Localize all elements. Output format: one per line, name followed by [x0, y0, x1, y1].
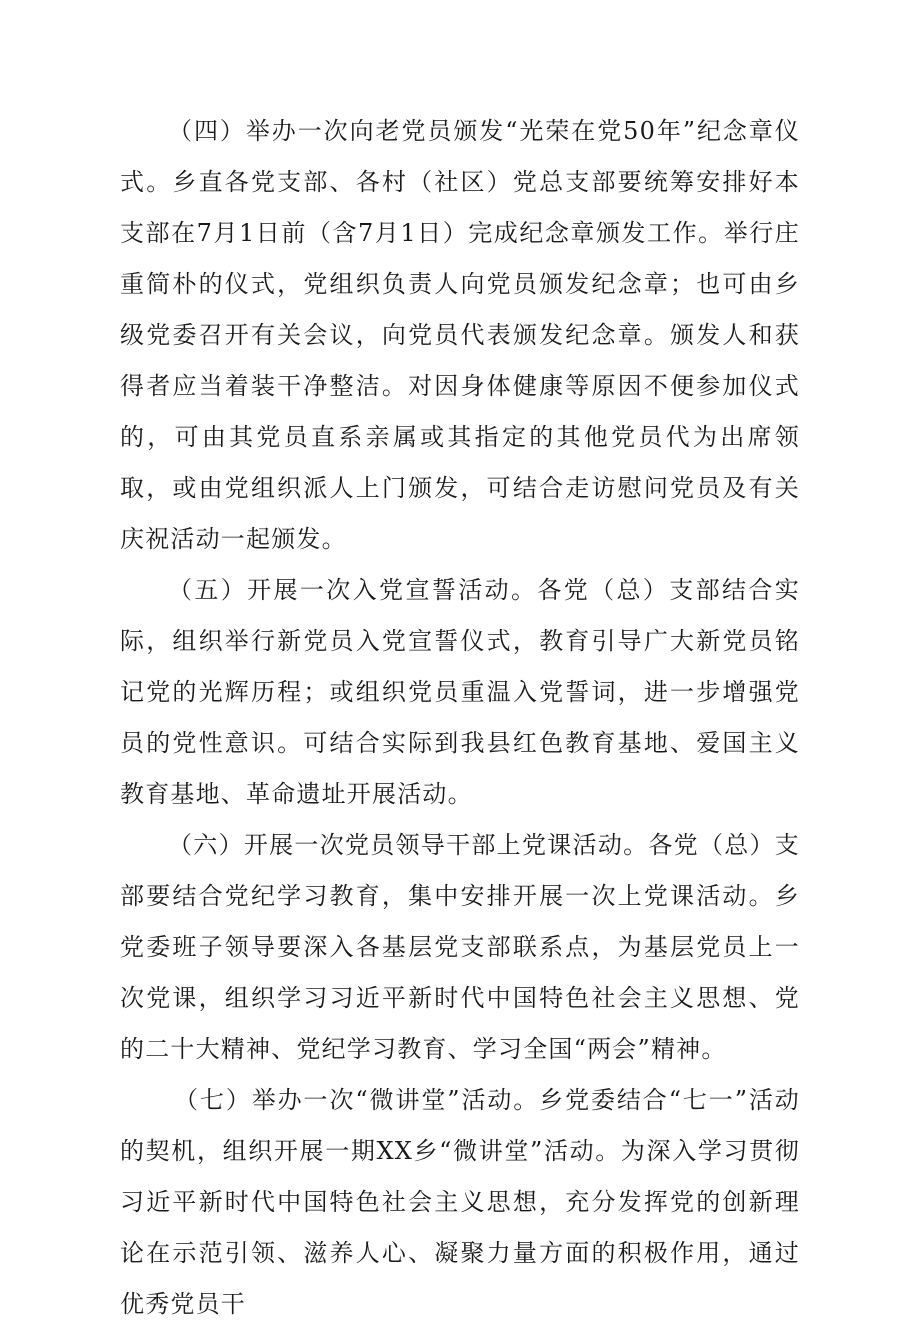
paragraph-section-7: （七）举办一次“微讲堂”活动。乡党委结合“七一”活动的契机，组织开展一期XX乡“微讲堂”活动。为深入学习贯彻习近平新时代中国特色社会主义思想，充分发挥党的创新理论在示范引领、滋养人心、凝聚力量方面的积极作用，通过优秀党员干: [120, 1086, 800, 1318]
paragraph-section-6: （六）开展一次党员领导干部上党课活动。各党（总）支部要结合党纪学习教育，集中安排开展一次上党课活动。乡党委班子领导要深入各基层党支部联系点，为基层党员上一次党课，组织学习习近平新时代中国特色社会主义思想、党的二十大精神、党纪学习教育、学习全国“两会”精神。: [120, 831, 800, 1063]
paragraph-section-5: （五）开展一次入党宣誓活动。各党（总）支部结合实际，组织举行新党员入党宣誓仪式，教育引导广大新党员铭记党的光辉历程；或组织党员重温入党誓词，进一步增强党员的党性意识。可结合实际到我县红色教育基地、爱国主义教育基地、革命遗址开展活动。: [120, 576, 800, 808]
paragraph-section-4: （四）举办一次向老党员颁发“光荣在党50年”纪念章仪式。乡直各党支部、各村（社区）党总支部要统筹安排好本支部在7月1日前（含7月1日）完成纪念章颁发工作。举行庄重简朴的仪式，党组织负责人向党员颁发纪念章；也可由乡级党委召开有关会议，向党员代表颁发纪念章。颁发人和获得者应当着装干净整洁。对因身体健康等原因不便参加仪式的，可由其党员直系亲属或其指定的其他党员代为出席领取，或由党组织派人上门颁发，可结合走访慰问党员及有关庆祝活动一起颁发。: [120, 117, 800, 553]
document-body: [120, 106, 800, 1330]
